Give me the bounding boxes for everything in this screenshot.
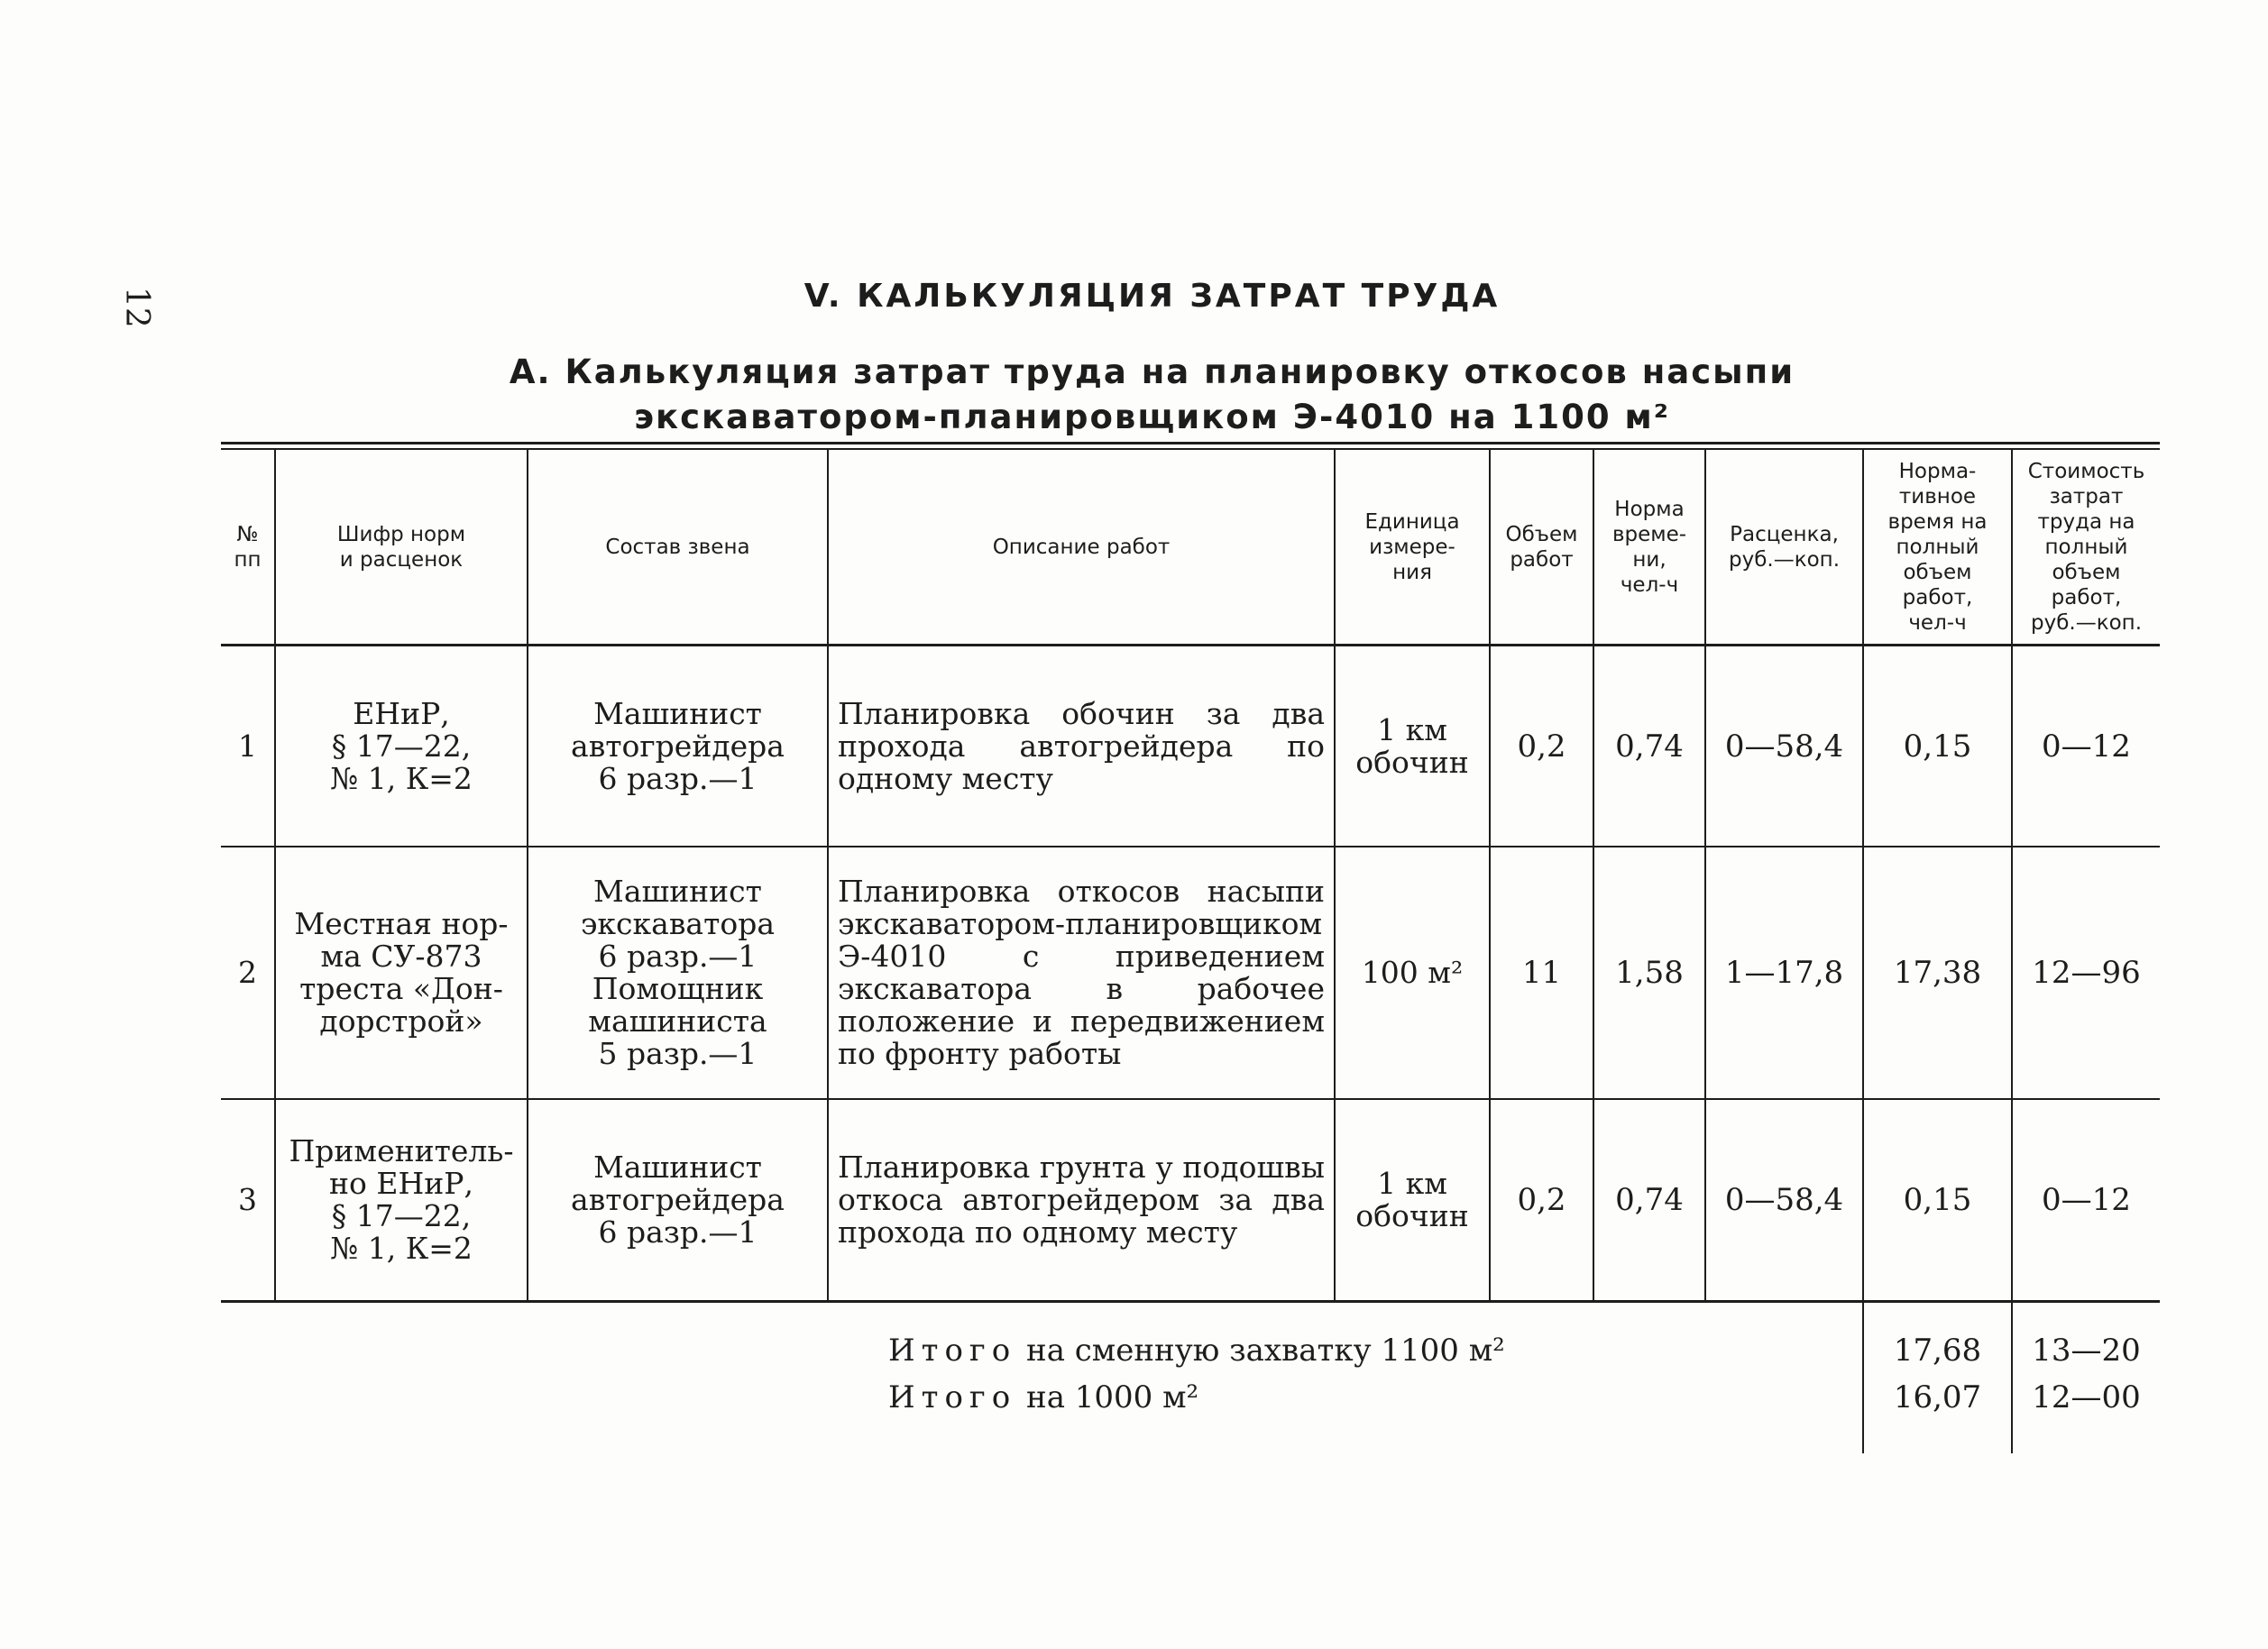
totals-shift-label [888,1333,1505,1369]
row-1-volume: 0,2 [1517,728,1566,765]
header-rate: Расценка, руб.—коп. [1728,522,1841,572]
row-2-rate: 1—17,8 [1724,955,1844,991]
row-3-rate: 0—58,4 [1724,1182,1844,1218]
totals-shift-time: 17,68 [1893,1333,1982,1369]
row-3-total-cost: 0—12 [2042,1182,2131,1218]
row-1-total-cost: 0—12 [2042,728,2131,765]
row-1-total-time: 0,15 [1903,728,1972,765]
table-bottom-rule [221,1300,2160,1303]
header-desc: Описание работ [992,535,1171,559]
totals-prefix: Итого [888,1379,1017,1415]
table-subtitle [0,350,2268,440]
row-1-unit: 1 км обочин [1355,711,1469,780]
row-3-volume: 0,2 [1517,1182,1566,1218]
row-2-crew: Машинист экскаватора 6 разр.—1 Помощник машиниста 5 разр.—1 [580,874,776,1071]
row-1-crew: Машинист автогрейдера 6 разр.—1 [571,695,785,796]
row-2-unit: 100 м² [1361,955,1464,990]
row-2-norm: 1,58 [1615,955,1684,991]
section-heading: V. КАЛЬКУЛЯЦИЯ ЗАТРАТ ТРУДА [803,278,1501,315]
header-norm: Норма време- ни, чел-ч [1611,497,1687,597]
row-3-code: Применитель- но ЕНиР, § 17—22, № 1, К=2 [289,1133,514,1266]
row-3-num: 3 [238,1182,257,1217]
row-1-desc-text: Планировка обочин за два прохода автогрейдера по одному месту [838,695,1325,796]
row-1-desc [829,646,1334,846]
totals-1000-cost: 12—00 [2032,1379,2141,1415]
row-1-num: 1 [238,728,257,764]
totals-1000-time: 16,07 [1893,1379,1982,1415]
header-code: Шифр норм и расценок [336,522,466,572]
header-unit: Единица измере- ния [1364,509,1460,584]
totals-1000-text: на 1000 м² [1016,1379,1199,1415]
page-number: 12 [118,287,155,328]
row-2-num: 2 [238,955,257,990]
row-3-crew: Машинист автогрейдера 6 разр.—1 [571,1150,785,1250]
table-top-rule [221,442,2160,444]
totals-shift-cost: 13—20 [2032,1333,2141,1369]
subtitle-line-2: экскаватором-планировщиком Э-4010 на 1100 м² [634,398,1670,436]
header-total-time: Норма- тивное время на полный объем работ, чел-ч [1887,459,1988,635]
row-2-desc [829,847,1334,1098]
header-crew: Состав звена [605,535,750,559]
row-1-rate: 0—58,4 [1724,728,1844,765]
totals-shift-text: на сменную захватку 1100 м² [1016,1333,1505,1369]
subtitle-line-1: А. Калькуляция затрат труда на планировку откосов насыпи [509,353,1795,391]
header-num: № пп [234,522,262,572]
row-2-volume: 11 [1521,955,1562,991]
row-3-unit: 1 км обочин [1355,1166,1469,1233]
totals-prefix: Итого [888,1333,1017,1369]
row-2-desc-text: Планировка откосов насыпи экскаватором-планировщиком Э-4010 с приведением экскаватора в рабочее положение и передвижением по фронту работы [838,874,1325,1071]
row-2-total-cost: 12—96 [2032,955,2141,991]
row-3-desc [829,1100,1334,1300]
row-3-total-time: 0,15 [1903,1182,1972,1218]
totals-1000-label [888,1379,1198,1415]
row-2-total-time: 17,38 [1893,955,1982,991]
row-1-code: ЕНиР, § 17—22, № 1, К=2 [330,695,473,796]
header-total-cost: Стоимость затрат труда на полный объем работ, руб.—коп. [2027,459,2145,635]
row-3-desc-text: Планировка грунта у подошвы откоса автогрейдером за два прохода по одному месту [838,1150,1325,1250]
row-1-norm: 0,74 [1615,728,1684,765]
header-volume: Объем работ [1505,522,1578,572]
row-2-code: Местная нор- ма СУ-873 треста «Дон- дорстрой» [294,906,509,1039]
row-3-norm: 0,74 [1615,1182,1684,1218]
